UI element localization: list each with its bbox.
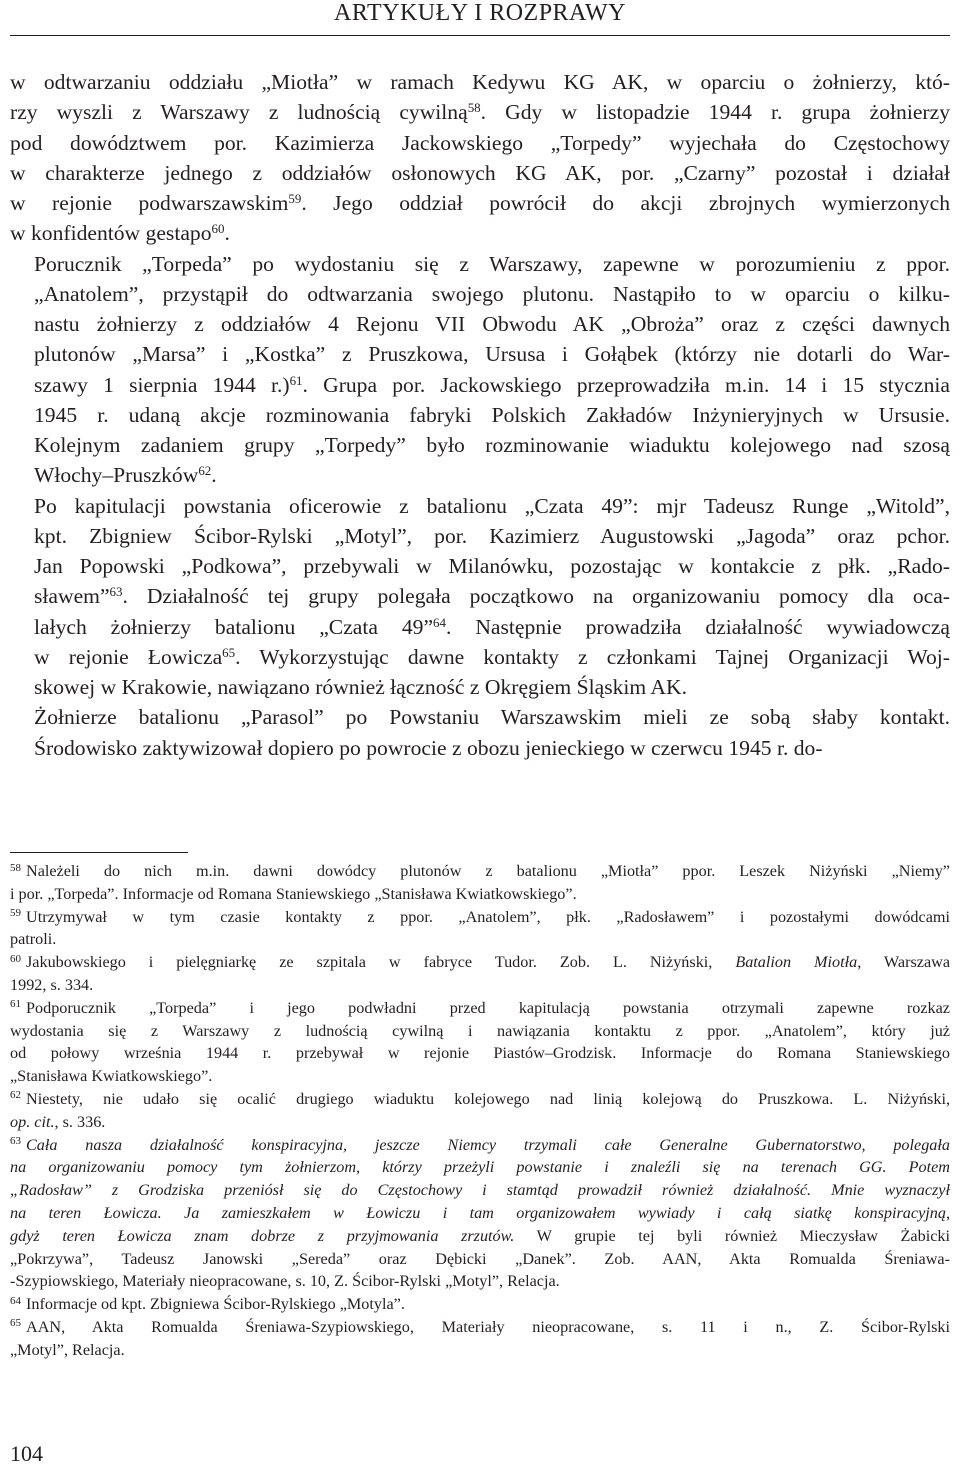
footnote-text: Podporucznik „Torpeda” i jego podwładni przed kapitulacją powstania otrzymali zapewne rozkaz	[26, 998, 950, 1017]
footnote-reference: 62	[198, 463, 212, 479]
text-line	[10, 400, 950, 430]
text-segment: Włochy–Pruszków	[34, 463, 199, 488]
footnote-number: 62	[10, 1089, 21, 1102]
footnote-line	[10, 928, 950, 951]
text-segment: plutonów „Marsa” i „Kostka” z Pruszkowa, Ursusa i Gołąbek (którzy nie dotarli do War-	[34, 342, 950, 367]
text-segment: kpt. Zbigniew Ścibor-Rylski „Motyl”, por. Kazimierz Augustowski „Jagoda” oraz pchor.	[34, 523, 950, 548]
footnote-reference: 58	[467, 100, 481, 116]
footnote-line	[10, 1339, 950, 1362]
text-segment: w charakterze jednego z oddziałów osłonowych KG AK, por. „Czarny” pozostał i działał	[10, 160, 950, 185]
footnote-line	[10, 1316, 950, 1339]
text-segment: pod dowództwem por. Kazimierza Jackowskiego „Torpedy” wyjechała do Częstochowy	[10, 130, 950, 155]
text-segment: w konfidentów gestapo	[10, 221, 212, 246]
text-segment: . Wykorzystując dawne kontakty z członkami Tajnej Organizacji Woj-	[235, 644, 950, 669]
footnote-text: -Szypiowskiego, Materiały nieopracowane, s. 10, Z. Ścibor-Rylski „Motyl”, Relacja.	[10, 1272, 560, 1291]
running-title: ARTYKUŁY I ROZPRAWY	[334, 0, 626, 26]
footnote-line	[10, 1202, 950, 1225]
footnote-line	[10, 1065, 950, 1088]
text-line	[10, 642, 950, 672]
text-line	[10, 612, 950, 642]
paragraph	[10, 67, 950, 249]
text-line	[10, 188, 950, 218]
text-segment: lałych żołnierzy batalionu „Czata 49”	[34, 614, 434, 639]
footnote-separator	[10, 852, 188, 853]
text-line	[10, 551, 950, 581]
footnote-text: W grupie tej byli również Mieczysław Żabicki	[514, 1226, 950, 1245]
paragraph	[10, 491, 950, 703]
text-line	[10, 430, 950, 460]
paragraph	[10, 702, 950, 763]
text-line	[10, 460, 950, 490]
footnote-reference: 59	[288, 190, 302, 206]
text-segment: rzy wyszli z Warszawy z ludnością cywilną	[10, 100, 468, 125]
text-line	[10, 339, 950, 369]
footnote	[10, 951, 950, 997]
footnote	[10, 906, 950, 952]
footnote-text: gdyż teren Łowicza znam dobrze z przyjmowania zrzutów.	[10, 1226, 515, 1245]
text-line	[10, 97, 950, 127]
footnote-text: wydostania się z Warszawy z ludnością cywilną i nawiązania kontaktu z ppor. „Anatolem”, który już	[10, 1021, 950, 1040]
footnote-number: 59	[10, 907, 21, 920]
footnote	[10, 1316, 950, 1362]
text-segment: . Działalność tej grupy polegała początkowo na organizowaniu pomocy dla oca-	[122, 584, 950, 609]
footnote-reference: 65	[222, 644, 236, 660]
footnote-text: 1992, s. 334.	[10, 975, 94, 994]
footnotes	[10, 860, 950, 1362]
text-line	[10, 672, 950, 702]
footnote-line	[10, 860, 950, 883]
footnote-line	[10, 997, 950, 1020]
footnote-line	[10, 1225, 950, 1248]
text-line	[10, 702, 950, 732]
footnote-reference: 60	[211, 221, 225, 237]
footnote-reference: 63	[109, 584, 123, 600]
text-segment: Porucznik „Torpeda” po wydostaniu się z Warszawy, zapewne w porozumieniu z ppor.	[34, 251, 950, 276]
footnote-text: patroli.	[10, 930, 57, 949]
text-segment: sławem”	[34, 584, 110, 609]
footnote-text: i por. „Torpeda”. Informacje od Romana Staniewskiego „Stanisława Kwiatkowskiego”.	[10, 884, 577, 903]
footnote-number: 65	[10, 1317, 21, 1330]
text-line	[10, 521, 950, 551]
text-segment: skowej w Krakowie, nawiązano również łączność z Okręgiem Śląskim AK.	[34, 675, 688, 699]
footnote-line	[10, 883, 950, 906]
text-segment: Żołnierze batalionu „Parasol” po Powstaniu Warszawskim mieli ze sobą słaby kontakt.	[34, 705, 950, 730]
text-segment: Jan Popowski „Podkowa”, przebywali w Milanówku, pozostając w kontakcie z płk. „Rado-	[34, 554, 950, 578]
page-number: 104	[10, 1441, 43, 1466]
footnote-text: „Motyl”, Relacja.	[10, 1340, 125, 1359]
footnote-number: 64	[10, 1294, 21, 1307]
footnote-text: , s. 336.	[54, 1112, 106, 1131]
footnote-text: , Warszawa	[857, 953, 951, 972]
footnote-text: „Pokrzywa”, Tadeusz Janowski „Sereda” oraz Dębicki „Danek”. Zob. AAN, Akta Romualda Śreniawa-	[10, 1249, 950, 1268]
text-segment: 1945 r. udaną akcje rozminowania fabryki Polskich Zakładów Inżynieryjnych w Ursusie.	[34, 402, 950, 427]
footnote-text: Należeli do nich m.in. dawni dowódcy plutonów z batalionu „Miotła” ppor. Leszek Niżyński „Niemy”	[26, 862, 950, 880]
footnote-text: Utrzymywał w tym czasie kontakty z ppor. „Anatolem”, płk. „Radosławem” i pozostałymi dowódcami	[26, 907, 950, 926]
footnote-text: Cała nasza działalność konspiracyjna, jeszcze Niemcy trzymali całe Generalne Gubernatorstwo, polegała	[26, 1135, 950, 1154]
footnote-line	[10, 1156, 950, 1179]
text-segment: . Jego oddział powrócił do akcji zbrojnych wymierzonych	[301, 191, 950, 215]
text-segment: Kolejnym zadaniem grupy „Torpedy” było rozminowanie wiaduktu kolejowego nad szosą	[34, 433, 950, 457]
footnote-text: od połowy września 1944 r. przebywał w rejonie Piastów–Grodzisk. Informacje do Romana Staniewskiego	[10, 1044, 950, 1063]
footnote	[10, 1088, 950, 1134]
text-line	[10, 128, 950, 158]
text-segment: Środowisko zaktywizował dopiero po powrocie z obozu jenieckiego w czerwcu 1945 r. do-	[34, 735, 823, 760]
footnote-line	[10, 1270, 950, 1293]
text-segment: w rejonie podwarszawskim	[10, 191, 289, 215]
text-segment: w odtwarzaniu oddziału „Miotła” w ramach Kedywu KG AK, w oparciu o żołnierzy, któ-	[10, 70, 950, 94]
text-line	[10, 309, 950, 339]
text-line	[10, 158, 950, 188]
footnote-text: op. cit.	[10, 1112, 55, 1131]
footnote-text: Batalion Miotła	[735, 953, 858, 972]
footnote-line	[10, 1020, 950, 1043]
header-rule	[10, 35, 950, 36]
text-segment: . Grupa por. Jackowskiego przeprowadziła m.in. 14 i 15 stycznia	[302, 372, 950, 397]
text-segment: w rejonie Łowicza	[34, 644, 223, 669]
footnote-reference: 61	[289, 372, 303, 388]
text-segment: Po kapitulacji powstania oficerowie z batalionu „Czata 49”: mjr Tadeusz Runge „Witold”,	[34, 493, 950, 518]
text-segment: .	[224, 221, 230, 246]
footnote-line	[10, 1042, 950, 1065]
footnote-line	[10, 1088, 950, 1111]
footnote-number: 61	[10, 998, 21, 1011]
footnote-line	[10, 1111, 950, 1134]
footnote-number: 60	[10, 952, 21, 965]
text-segment: . Gdy w listopadzie 1944 r. grupa żołnierzy	[480, 100, 951, 125]
footnote	[10, 1134, 950, 1294]
text-segment: . Następnie prowadziła działalność wywiadowczą	[446, 614, 950, 639]
text-segment: szawy 1 sierpnia 1944 r.)	[34, 372, 290, 397]
footnote-text: na teren Łowicza. Ja zamieszkałem w Łowiczu i tam organizowałem wywiady i całą siatkę konspiracyjną,	[10, 1203, 950, 1222]
page-header	[0, 0, 960, 36]
footnote-text: AAN, Akta Romualda Śreniawa-Szypiowskiego, Materiały nieopracowane, s. 11 i n., Z. Ścibor-Rylski	[26, 1317, 950, 1336]
footnote-text: na organizowaniu pomocy tym żołnierzom, którzy przeżyli powstanie i znaleźli się na terenach GG. Potem	[10, 1158, 950, 1177]
footnote	[10, 1293, 950, 1316]
footnote-text: Niestety, nie udało się ocalić drugiego wiaduktu kolejowego nad linią kolejową do Pruszkowa. L. Niżyński,	[26, 1089, 950, 1108]
main-text	[10, 67, 950, 763]
text-line	[10, 279, 950, 309]
footnote-line	[10, 1134, 950, 1157]
footnote	[10, 997, 950, 1088]
footnote-line	[10, 974, 950, 997]
footnote-line	[10, 951, 950, 974]
footnote-number: 63	[10, 1135, 21, 1148]
footnote-text: „Radosław” z Grodziska przeniósł się do Częstochowy i stamtąd prowadził również działalność. Mnie wyznaczył	[10, 1181, 950, 1200]
text-line	[10, 491, 950, 521]
text-line	[10, 67, 950, 97]
text-line	[10, 733, 950, 763]
text-line	[10, 249, 950, 279]
text-segment: „Anatolem”, przystąpił do odtwarzania swojego plutonu. Nastąpiło to w oparciu o kilku-	[34, 281, 950, 306]
text-line	[10, 581, 950, 611]
paragraph	[10, 249, 950, 491]
text-segment: .	[211, 463, 217, 488]
text-line	[10, 218, 950, 248]
footnote-reference: 64	[433, 614, 446, 630]
footnote-text: „Stanisława Kwiatkowskiego”.	[10, 1067, 213, 1086]
footnote-line	[10, 1293, 950, 1316]
text-segment: nastu żołnierzy z oddziałów 4 Rejonu VII Obwodu AK „Obroża” oraz z części dawnych	[34, 312, 950, 336]
footnote	[10, 860, 950, 906]
footnote-line	[10, 906, 950, 929]
footnote-text: Informacje od kpt. Zbigniewa Ścibor-Rylskiego „Motyla”.	[26, 1295, 405, 1314]
footnote-number: 58	[10, 861, 21, 874]
text-line	[10, 370, 950, 400]
footnote-line	[10, 1179, 950, 1202]
footnote-text: Jakubowskiego i pielęgniarkę ze szpitala w fabryce Tudor. Zob. L. Niżyński,	[26, 953, 736, 972]
footnote-line	[10, 1248, 950, 1271]
